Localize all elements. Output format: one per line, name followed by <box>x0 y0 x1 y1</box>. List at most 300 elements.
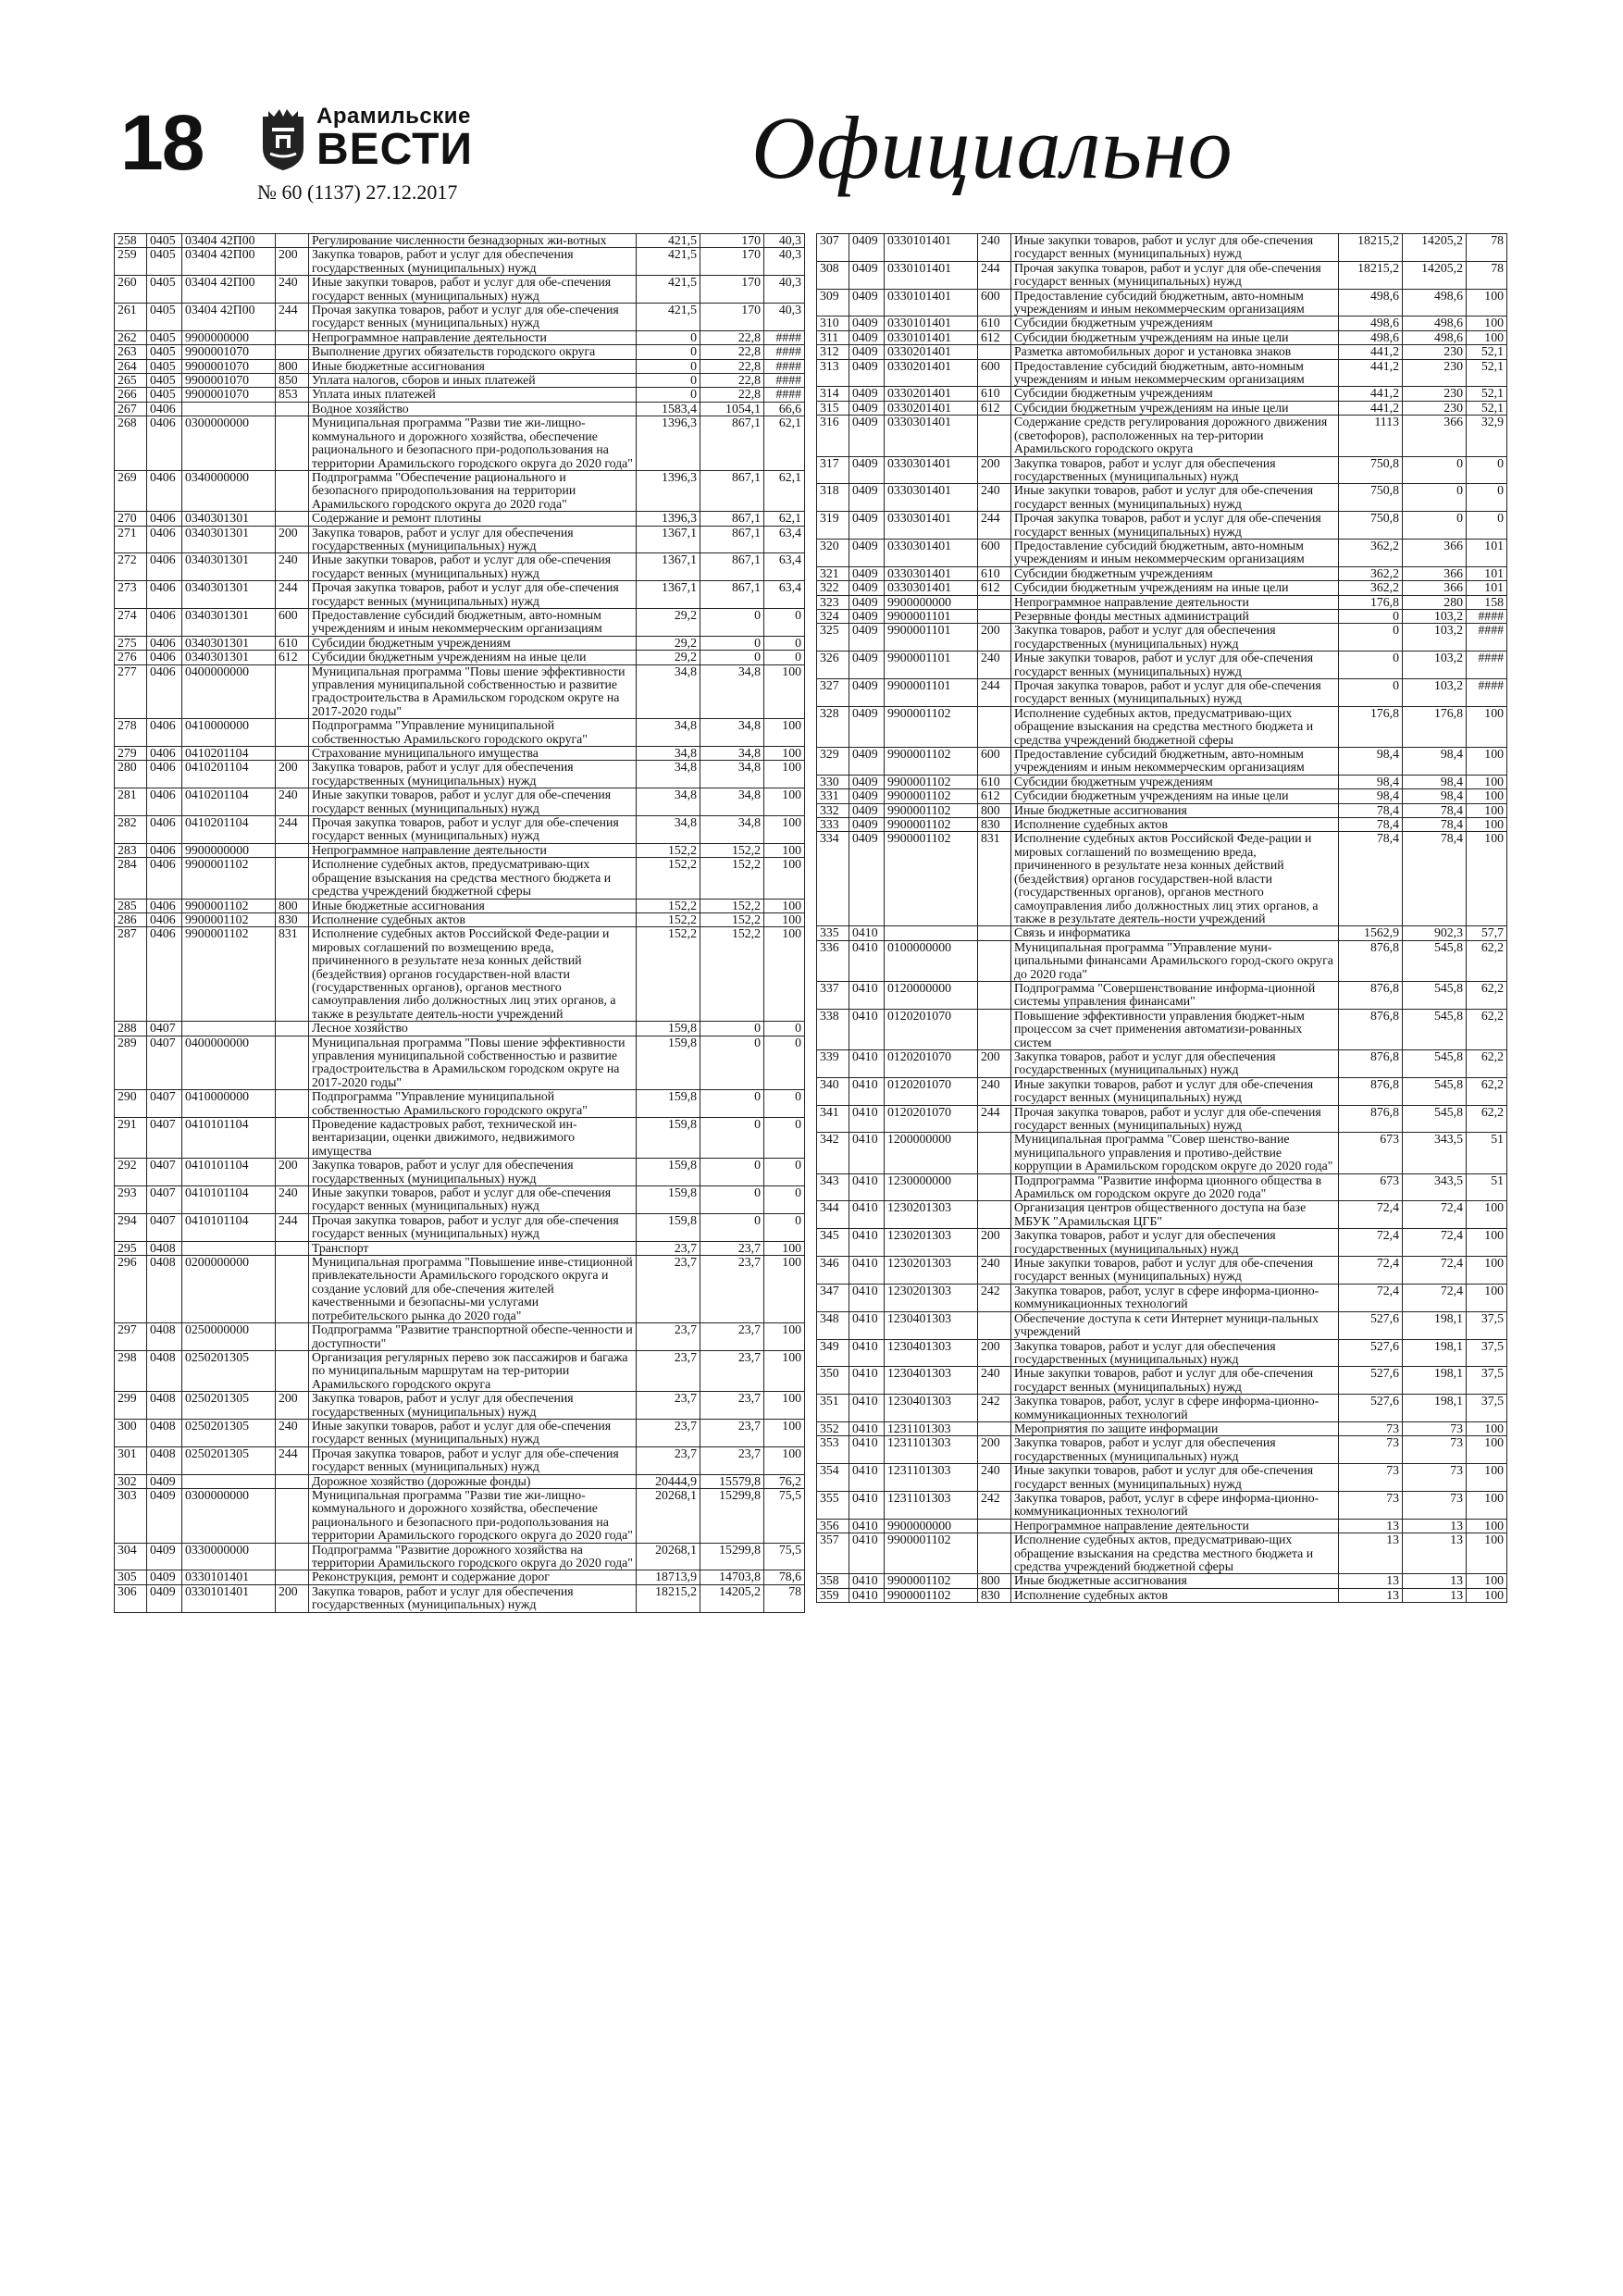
target-article-code: 0330201401 <box>885 387 978 401</box>
row-number: 268 <box>115 416 147 471</box>
executed-amount: 13 <box>1403 1588 1467 1602</box>
execution-percent: 158 <box>1467 595 1507 609</box>
target-article-code: 9900001101 <box>885 624 978 652</box>
executed-amount: 198,1 <box>1403 1339 1467 1367</box>
planned-amount: 498,6 <box>1339 289 1403 316</box>
executed-amount: 78,4 <box>1403 803 1467 817</box>
section-code: 0406 <box>147 416 182 471</box>
planned-amount: 0 <box>637 345 700 359</box>
executed-amount: 230 <box>1403 359 1467 387</box>
target-article-code: 0340301301 <box>182 526 276 553</box>
execution-percent: 100 <box>1467 1436 1507 1464</box>
section-code: 0408 <box>147 1241 182 1255</box>
table-row <box>817 1421 1507 1435</box>
execution-percent: 100 <box>764 1392 805 1420</box>
target-article-code: 9900001102 <box>182 899 276 912</box>
executed-amount: 14205,2 <box>700 1584 764 1612</box>
description: Проведение кадастровых работ, технической ин-вентаризации, оценки движимого, недвижимого имущества <box>309 1118 637 1159</box>
planned-amount: 34,8 <box>637 719 700 747</box>
planned-amount: 98,4 <box>1339 748 1403 776</box>
row-number: 294 <box>115 1213 147 1241</box>
description: Исполнение судебных актов <box>309 912 637 926</box>
planned-amount: 152,2 <box>637 899 700 912</box>
execution-percent: 0 <box>764 1213 805 1241</box>
table-row <box>115 276 805 304</box>
table-row <box>817 1588 1507 1602</box>
execution-percent: #### <box>764 359 805 373</box>
target-article-code: 9900001102 <box>885 832 978 926</box>
executed-amount: 34,8 <box>700 816 764 844</box>
description: Предоставление субсидий бюджетным, авто-номным учреждениям и иным некоммерческим организациям <box>309 608 637 636</box>
section-code: 0409 <box>849 652 885 679</box>
expense-type-code <box>276 719 309 747</box>
expense-type-code: 200 <box>276 526 309 553</box>
table-row <box>817 1133 1507 1173</box>
description: Подпрограмма "Развитие дорожного хозяйства на территории Арамильского городского округа до 2020 года" <box>309 1543 637 1570</box>
description: Транспорт <box>309 1241 637 1255</box>
target-article-code: 0250201305 <box>182 1392 276 1420</box>
section-code: 0405 <box>147 234 182 248</box>
target-article-code: 0340301301 <box>182 608 276 636</box>
executed-amount: 198,1 <box>1403 1311 1467 1339</box>
section-code: 0409 <box>849 316 885 330</box>
row-number: 350 <box>817 1367 849 1395</box>
table-row <box>817 581 1507 595</box>
execution-percent: 63,4 <box>764 581 805 609</box>
row-number: 258 <box>115 234 147 248</box>
executed-amount: 15299,8 <box>700 1543 764 1570</box>
target-article-code: 0410000000 <box>182 1090 276 1118</box>
planned-amount: 876,8 <box>1339 1077 1403 1105</box>
table-row <box>817 706 1507 747</box>
table-row <box>817 652 1507 679</box>
target-article-code: 9900001102 <box>885 1533 978 1574</box>
row-number: 295 <box>115 1241 147 1255</box>
executed-amount: 545,8 <box>1403 981 1467 1009</box>
row-number: 293 <box>115 1186 147 1214</box>
executed-amount: 545,8 <box>1403 1009 1467 1049</box>
section-code: 0406 <box>147 581 182 609</box>
target-article-code: 0330301401 <box>885 416 978 456</box>
section-code: 0406 <box>147 512 182 526</box>
section-code: 0407 <box>147 1159 182 1186</box>
expense-type-code: 600 <box>978 359 1011 387</box>
planned-amount: 0 <box>637 330 700 344</box>
planned-amount: 421,5 <box>637 248 700 276</box>
row-number: 341 <box>817 1105 849 1133</box>
section-code: 0407 <box>147 1036 182 1090</box>
description: Страхование муниципального имущества <box>309 747 637 761</box>
target-article-code: 0340000000 <box>182 470 276 511</box>
executed-amount: 176,8 <box>1403 706 1467 747</box>
table-row <box>115 512 805 526</box>
row-number: 344 <box>817 1201 849 1229</box>
section-code: 0409 <box>147 1570 182 1584</box>
table-row <box>115 816 805 844</box>
target-article-code: 1230201303 <box>885 1201 978 1229</box>
description: Исполнение судебных актов Российской Феде-рации и мировых соглашений по возмещению вреда, причиненного в результате неза конных действий (бездействия) органов государствен-ной власти (государственных органов), органов местного самоуправления либо должностных лиц этих органов, а также в результате деятель-ности учреждений <box>1011 832 1339 926</box>
planned-amount: 29,2 <box>637 651 700 664</box>
planned-amount: 0 <box>637 388 700 402</box>
section-code: 0410 <box>849 1436 885 1464</box>
executed-amount: 72,4 <box>1403 1201 1467 1229</box>
section-code: 0409 <box>849 748 885 776</box>
executed-amount: 545,8 <box>1403 1077 1467 1105</box>
table-row <box>115 1446 805 1474</box>
table-row <box>817 345 1507 359</box>
expense-type-code <box>978 1311 1011 1339</box>
expense-type-code <box>276 1241 309 1255</box>
execution-percent: 100 <box>764 719 805 747</box>
target-article-code: 0410101104 <box>182 1186 276 1214</box>
executed-amount: 343,5 <box>1403 1133 1467 1173</box>
executed-amount: 98,4 <box>1403 748 1467 776</box>
target-article-code: 0120201070 <box>885 1105 978 1133</box>
section-code: 0410 <box>849 1491 885 1519</box>
target-article-code: 0330101401 <box>885 316 978 330</box>
expense-type-code <box>978 1519 1011 1533</box>
table-row <box>817 1491 1507 1519</box>
section-code: 0406 <box>147 858 182 899</box>
expense-type-code <box>276 234 309 248</box>
table-row <box>817 1339 1507 1367</box>
executed-amount: 0 <box>700 1022 764 1036</box>
execution-percent: 100 <box>764 858 805 899</box>
section-code: 0410 <box>849 1173 885 1201</box>
table-row <box>817 539 1507 566</box>
expense-type-code: 240 <box>978 484 1011 512</box>
description: Иные закупки товаров, работ и услуг для обе-спечения государст венных (муниципальных) нужд <box>1011 652 1339 679</box>
target-article-code: 9900000000 <box>182 843 276 857</box>
execution-percent: 78 <box>1467 261 1507 289</box>
execution-percent: 100 <box>1467 1574 1507 1588</box>
row-number: 273 <box>115 581 147 609</box>
table-row <box>817 624 1507 652</box>
planned-amount: 152,2 <box>637 912 700 926</box>
description: Подпрограмма "Совершенствование информа-ционной системы управления финансами" <box>1011 981 1339 1009</box>
expense-type-code: 200 <box>978 624 1011 652</box>
description: Закупка товаров, работ и услуг для обеспечения государственных (муниципальных) нужд <box>1011 624 1339 652</box>
row-number: 340 <box>817 1077 849 1105</box>
section-code: 0406 <box>147 553 182 581</box>
row-number: 299 <box>115 1392 147 1420</box>
target-article-code: 0330201401 <box>885 345 978 359</box>
description: Содержание средств регулирования дорожного движения (светофоров), расположенных на тер-ритории Арамильского городского округа <box>1011 416 1339 456</box>
description: Иные закупки товаров, работ и услуг для обе-спечения государст венных (муниципальных) нужд <box>1011 484 1339 512</box>
target-article-code: 0410101104 <box>182 1159 276 1186</box>
table-row <box>115 416 805 471</box>
row-number: 269 <box>115 470 147 511</box>
executed-amount: 23,7 <box>700 1446 764 1474</box>
execution-percent: 32,9 <box>1467 416 1507 456</box>
section-code: 0409 <box>849 803 885 817</box>
row-number: 349 <box>817 1339 849 1367</box>
table-row <box>817 359 1507 387</box>
target-article-code: 1231101303 <box>885 1436 978 1464</box>
table-row <box>115 788 805 816</box>
executed-amount: 545,8 <box>1403 1105 1467 1133</box>
expense-type-code: 242 <box>978 1491 1011 1519</box>
target-article-code: 0410101104 <box>182 1118 276 1159</box>
expense-type-code <box>276 858 309 899</box>
execution-percent: 66,6 <box>764 402 805 416</box>
row-number: 339 <box>817 1049 849 1077</box>
target-article-code: 0330301401 <box>885 456 978 484</box>
target-article-code <box>182 402 276 416</box>
description: Исполнение судебных актов, предусматриваю-щих обращение взыскания на средства местного бюджета и средства учреждений бюджетной сферы <box>1011 706 1339 747</box>
executed-amount: 366 <box>1403 539 1467 566</box>
section-code: 0408 <box>147 1392 182 1420</box>
table-row <box>115 899 805 912</box>
description: Подпрограмма "Обеспечение рационального и безопасного природопользования на территории Арамильского городского округа до 2020 года" <box>309 470 637 511</box>
target-article-code: 9900001102 <box>885 803 978 817</box>
row-number: 320 <box>817 539 849 566</box>
expense-type-code <box>276 470 309 511</box>
table-row <box>817 234 1507 262</box>
expense-type-code <box>276 1543 309 1570</box>
target-article-code: 1231101303 <box>885 1464 978 1492</box>
executed-amount: 0 <box>700 1090 764 1118</box>
description: Иные закупки товаров, работ и услуг для обе-спечения государст венных (муниципальных) нужд <box>1011 1077 1339 1105</box>
executed-amount: 23,7 <box>700 1392 764 1420</box>
section-code: 0410 <box>849 1395 885 1422</box>
description: Закупка товаров, работ и услуг для обеспечения государственных (муниципальных) нужд <box>309 1159 637 1186</box>
execution-percent: 100 <box>764 816 805 844</box>
target-article-code: 0330301401 <box>885 581 978 595</box>
description: Прочая закупка товаров, работ и услуг для обе-спечения государст венных (муниципальных) нужд <box>309 1446 637 1474</box>
target-article-code: 9900001102 <box>885 1574 978 1588</box>
execution-percent: 51 <box>1467 1173 1507 1201</box>
planned-amount: 441,2 <box>1339 401 1403 415</box>
execution-percent: 75,5 <box>764 1543 805 1570</box>
expense-type-code: 610 <box>978 566 1011 580</box>
expense-type-code: 800 <box>276 359 309 373</box>
execution-percent: 100 <box>764 927 805 1022</box>
section-code: 0408 <box>147 1446 182 1474</box>
target-article-code: 0330000000 <box>182 1543 276 1570</box>
description: Выполнение других обязательств городского округа <box>309 345 637 359</box>
description: Исполнение судебных актов Российской Феде-рации и мировых соглашений по возмещению вреда, причиненного в результате неза конных действий (бездействия) органов государствен-ной власти (государственных органов), органов местного самоуправления либо должностных лиц этих органов, а также в результате деятель-ности учреждений <box>309 927 637 1022</box>
planned-amount: 73 <box>1339 1464 1403 1492</box>
executed-amount: 902,3 <box>1403 926 1467 940</box>
execution-percent: #### <box>764 374 805 388</box>
right-column <box>816 233 1504 1603</box>
executed-amount: 545,8 <box>1403 940 1467 981</box>
expense-type-code: 240 <box>276 788 309 816</box>
brand-subtitle: Арамильские <box>316 104 471 129</box>
row-number: 287 <box>115 927 147 1022</box>
row-number: 289 <box>115 1036 147 1090</box>
section-code: 0410 <box>849 1339 885 1367</box>
row-number: 313 <box>817 359 849 387</box>
expense-type-code: 610 <box>978 387 1011 401</box>
description: Закупка товаров, работ и услуг для обеспечения государственных (муниципальных) нужд <box>1011 456 1339 484</box>
target-article-code: 0340301301 <box>182 553 276 581</box>
executed-amount: 23,7 <box>700 1256 764 1323</box>
planned-amount: 72,4 <box>1339 1201 1403 1229</box>
expense-type-code: 610 <box>978 316 1011 330</box>
expense-type-code: 830 <box>978 1588 1011 1602</box>
target-article-code: 1230201303 <box>885 1257 978 1285</box>
description: Организация регулярных перево зок пассажиров и багажа по муниципальным маршрутам на тер-ритории Арамильского городского округа <box>309 1350 637 1391</box>
target-article-code: 9900001102 <box>182 927 276 1022</box>
execution-percent: 52,1 <box>1467 387 1507 401</box>
planned-amount: 23,7 <box>637 1323 700 1351</box>
planned-amount: 1562,9 <box>1339 926 1403 940</box>
execution-percent: 100 <box>764 1241 805 1255</box>
planned-amount: 34,8 <box>637 788 700 816</box>
row-number: 301 <box>115 1446 147 1474</box>
execution-percent: 100 <box>1467 775 1507 788</box>
planned-amount: 18215,2 <box>637 1584 700 1612</box>
execution-percent: 100 <box>1467 706 1507 747</box>
table-row <box>817 416 1507 456</box>
target-article-code: 0330301401 <box>885 566 978 580</box>
description: Субсидии бюджетным учреждениям на иные цели <box>1011 789 1339 803</box>
description: Мероприятия по защите информации <box>1011 1421 1339 1435</box>
table-row <box>817 456 1507 484</box>
execution-percent: #### <box>1467 609 1507 623</box>
planned-amount: 1396,3 <box>637 416 700 471</box>
planned-amount: 1367,1 <box>637 581 700 609</box>
planned-amount: 421,5 <box>637 234 700 248</box>
table-row <box>817 1257 1507 1285</box>
execution-percent: 100 <box>1467 832 1507 926</box>
execution-percent: 100 <box>1467 289 1507 316</box>
target-article-code: 1231101303 <box>885 1491 978 1519</box>
execution-percent: 40,3 <box>764 234 805 248</box>
row-number: 323 <box>817 595 849 609</box>
expense-type-code <box>276 1022 309 1036</box>
row-number: 280 <box>115 761 147 788</box>
expense-type-code <box>276 1570 309 1584</box>
section-code: 0405 <box>147 345 182 359</box>
section-code: 0405 <box>147 388 182 402</box>
row-number: 354 <box>817 1464 849 1492</box>
planned-amount: 20444,9 <box>637 1474 700 1488</box>
table-row <box>115 248 805 276</box>
description: Разметка автомобильных дорог и установка знаков <box>1011 345 1339 359</box>
description: Закупка товаров, работ и услуг для обеспечения государственных (муниципальных) нужд <box>1011 1229 1339 1257</box>
target-article-code: 0330101401 <box>182 1570 276 1584</box>
executed-amount: 0 <box>700 1159 764 1186</box>
section-code: 0408 <box>147 1323 182 1351</box>
row-number: 332 <box>817 803 849 817</box>
executed-amount: 103,2 <box>1403 609 1467 623</box>
executed-amount: 72,4 <box>1403 1229 1467 1257</box>
target-article-code: 0330101401 <box>182 1584 276 1612</box>
table-row <box>817 1077 1507 1105</box>
section-title: Официально <box>751 98 1233 197</box>
target-article-code: 9900000000 <box>182 330 276 344</box>
description: Закупка товаров, работ, услуг в сфере информа-ционно-коммуникационных технологий <box>1011 1491 1339 1519</box>
planned-amount: 18215,2 <box>1339 234 1403 262</box>
executed-amount: 198,1 <box>1403 1395 1467 1422</box>
description: Закупка товаров, работ, услуг в сфере информа-ционно-коммуникационных технологий <box>1011 1395 1339 1422</box>
target-article-code: 0330301401 <box>885 484 978 512</box>
description: Прочая закупка товаров, работ и услуг для обе-спечения государст венных (муниципальных) нужд <box>309 816 637 844</box>
description: Резервные фонды местных администраций <box>1011 609 1339 623</box>
target-article-code: 1230401303 <box>885 1339 978 1367</box>
row-number: 264 <box>115 359 147 373</box>
target-article-code: 0340301301 <box>182 512 276 526</box>
section-code: 0410 <box>849 1519 885 1533</box>
executed-amount: 13 <box>1403 1519 1467 1533</box>
table-row <box>115 636 805 650</box>
table-row <box>115 1584 805 1612</box>
execution-percent: 37,5 <box>1467 1339 1507 1367</box>
expense-type-code: 244 <box>276 816 309 844</box>
section-code: 0408 <box>147 1256 182 1323</box>
row-number: 308 <box>817 261 849 289</box>
row-number: 265 <box>115 374 147 388</box>
expense-type-code <box>276 416 309 471</box>
description: Прочая закупка товаров, работ и услуг для обе-спечения государст венных (муниципальных) нужд <box>1011 1105 1339 1133</box>
section-code: 0408 <box>147 1419 182 1446</box>
row-number: 303 <box>115 1488 147 1543</box>
execution-percent: 63,4 <box>764 553 805 581</box>
description: Иные закупки товаров, работ и услуг для обе-спечения государст венных (муниципальных) нужд <box>1011 1367 1339 1395</box>
table-row <box>817 289 1507 316</box>
executed-amount: 14703,8 <box>700 1570 764 1584</box>
table-row <box>115 359 805 373</box>
section-code: 0409 <box>849 789 885 803</box>
execution-percent: 62,1 <box>764 470 805 511</box>
table-row <box>817 566 1507 580</box>
target-article-code <box>885 926 978 940</box>
executed-amount: 0 <box>700 1118 764 1159</box>
expense-type-code: 830 <box>978 818 1011 832</box>
section-code: 0409 <box>849 595 885 609</box>
expense-type-code: 800 <box>276 899 309 912</box>
table-row <box>115 1392 805 1420</box>
row-number: 353 <box>817 1436 849 1464</box>
executed-amount: 22,8 <box>700 330 764 344</box>
description: Организация центров общественного доступа на базе МБУК "Арамильская ЦГБ" <box>1011 1201 1339 1229</box>
description: Содержание и ремонт плотины <box>309 512 637 526</box>
target-article-code: 0100000000 <box>885 940 978 981</box>
planned-amount: 18215,2 <box>1339 261 1403 289</box>
planned-amount: 72,4 <box>1339 1229 1403 1257</box>
description: Подпрограмма "Развитие информа ционного общества в Арамильск ом городском округе до 2020 года" <box>1011 1173 1339 1201</box>
description: Муниципальная программа "Повы шение эффективности управления муниципальной собственностью и развитие градостроительства в Арамильском городском округе на 2017-2020 годы" <box>309 664 637 719</box>
table-row <box>115 747 805 761</box>
description: Муниципальная программа "Совер шенство-вание муниципального управления и противо-действие коррупции в Арамильском городском округе до 2020 года" <box>1011 1133 1339 1173</box>
expense-type-code: 600 <box>978 289 1011 316</box>
executed-amount: 34,8 <box>700 788 764 816</box>
description: Прочая закупка товаров, работ и услуг для обе-спечения государст венных (муниципальных) нужд <box>309 304 637 331</box>
expense-type-code: 612 <box>978 401 1011 415</box>
expense-type-code: 610 <box>276 636 309 650</box>
executed-amount: 15299,8 <box>700 1488 764 1543</box>
expense-type-code: 200 <box>978 1436 1011 1464</box>
table-row <box>817 981 1507 1009</box>
expense-type-code: 244 <box>978 261 1011 289</box>
planned-amount: 421,5 <box>637 276 700 304</box>
section-code: 0410 <box>849 1574 885 1588</box>
section-code: 0410 <box>849 1133 885 1173</box>
row-number: 319 <box>817 512 849 540</box>
target-article-code: 9900001102 <box>885 775 978 788</box>
row-number: 355 <box>817 1491 849 1519</box>
target-article-code: 9900001070 <box>182 388 276 402</box>
executed-amount: 72,4 <box>1403 1284 1467 1311</box>
table-row <box>817 789 1507 803</box>
row-number: 331 <box>817 789 849 803</box>
execution-percent: 100 <box>764 1350 805 1391</box>
execution-percent: 100 <box>764 664 805 719</box>
section-code: 0409 <box>849 401 885 415</box>
